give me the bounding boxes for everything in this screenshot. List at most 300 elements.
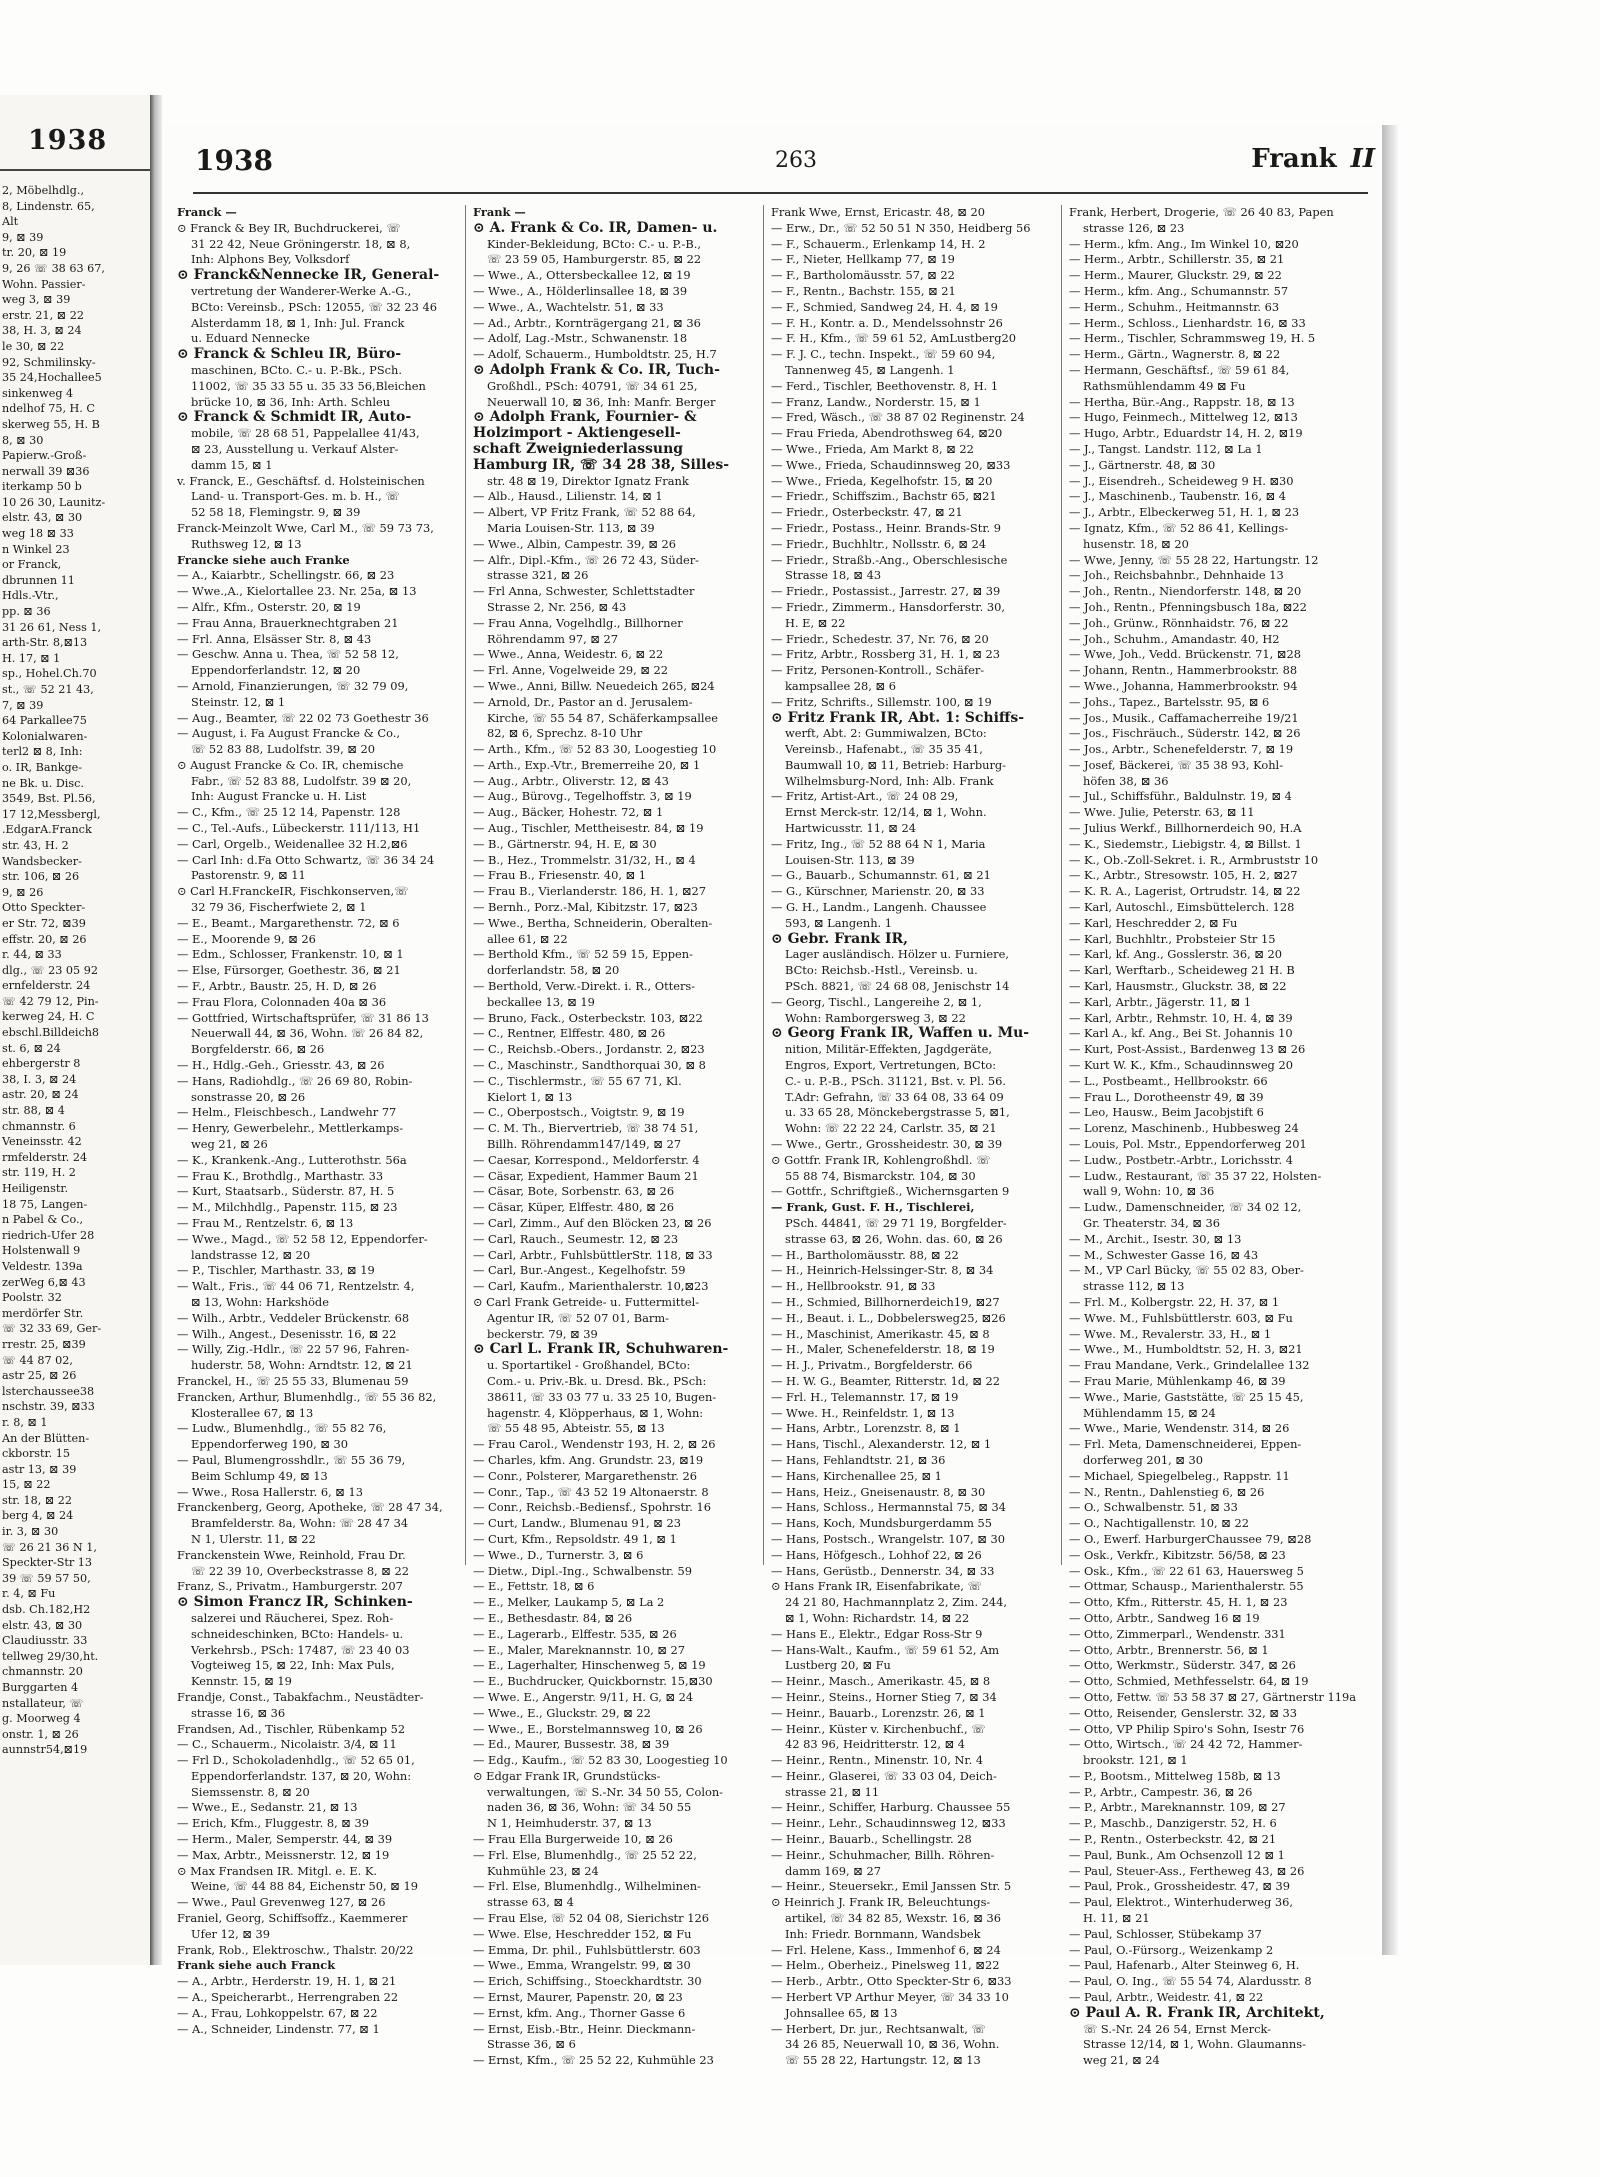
directory-entry: — Friedr., Osterbeckstr. 47, ⊠ 21 bbox=[771, 505, 963, 520]
directory-entry: — Frank, Gust. F. H., Tischlerei, bbox=[771, 1200, 975, 1215]
directory-entry: ⊙ Max Frandsen IR. Mitgl. e. E. K. bbox=[177, 1863, 378, 1878]
directory-entry: — Friedr., Schedestr. 37, Nr. 76, ⊠ 20 bbox=[771, 631, 989, 646]
directory-entry: Mühlendamm 15, ⊠ 24 bbox=[1083, 1405, 1216, 1420]
left-page-line: dsb. Ch.182,H2 bbox=[2, 1603, 91, 1617]
directory-entry: Strasse 36, ⊠ 6 bbox=[487, 2037, 576, 2052]
directory-entry: — H. W. G., Beamter, Ritterstr. 1d, ⊠ 22 bbox=[771, 1373, 1001, 1388]
directory-entry: — Wwe. H., Reinfeldstr. 1, ⊠ 13 bbox=[771, 1405, 955, 1420]
directory-entry: allee 61, ⊠ 22 bbox=[487, 931, 568, 946]
directory-entry: — G., Kürschner, Marienstr. 20, ⊠ 33 bbox=[771, 884, 985, 899]
directory-entry: — Otto, VP Philip Spiro's Sohn, Isestr 76 bbox=[1069, 1721, 1305, 1736]
directory-entry: — Heinr., Bauarb., Lorenzstr. 26, ⊠ 1 bbox=[771, 1705, 986, 1720]
directory-entry: ⊙ Carl L. Frank IR, Schuhwaren- bbox=[473, 1342, 729, 1358]
directory-entry: — Louis, Pol. Mstr., Eppendorferweg 201 bbox=[1069, 1137, 1307, 1152]
directory-entry: — Wwe., Marie, Gaststätte, ☏ 25 15 45, bbox=[1069, 1389, 1304, 1404]
directory-entry: — E., Lagerarb., Elffestr. 535, ⊠ 26 bbox=[473, 1626, 677, 1641]
directory-entry: — Hugo, Arbtr., Eduardstr 14, H. 2, ⊠19 bbox=[1069, 426, 1303, 441]
directory-entry: — Paul, Prok., Grossheidestr. 47, ⊠ 39 bbox=[1069, 1879, 1291, 1894]
directory-entry: — Herm., Schuhm., Heitmannstr. 63 bbox=[1069, 299, 1280, 314]
directory-entry: — Heinr., Lehr., Schaudinnsweg 12, ⊠33 bbox=[771, 1816, 1006, 1831]
directory-entry: — N., Rentn., Dahlenstieg 6, ⊠ 26 bbox=[1069, 1484, 1265, 1499]
directory-entry: damm 15, ⊠ 1 bbox=[191, 457, 273, 472]
left-page-line: Papierw.-Groß- bbox=[2, 449, 87, 463]
directory-entry: — Paul, Blumengrosshdlr., ☏ 55 36 79, bbox=[177, 1452, 406, 1467]
directory-entry: — Fritz, Artist-Art., ☏ 24 08 29, bbox=[771, 789, 959, 804]
directory-entry: — Hans E., Elektr., Edgar Ross-Str 9 bbox=[771, 1626, 983, 1641]
directory-entry: — Joh., Rentn., Pfenningsbusch 18a, ⊠22 bbox=[1069, 599, 1307, 614]
directory-entry: ⊠ 1, Wohn: Richardstr. 14, ⊠ 22 bbox=[785, 1610, 970, 1625]
directory-entry: brücke 10, ⊠ 36, Inh: Arth. Schleu bbox=[191, 394, 391, 409]
directory-entry: — Wwe., Frieda, Am Markt 8, ⊠ 22 bbox=[771, 441, 974, 456]
left-page-line: pp. ⊠ 36 bbox=[2, 605, 51, 619]
directory-entry: — C., Reichsb.-Obers., Jordanstr. 2, ⊠23 bbox=[473, 1042, 705, 1057]
directory-entry: — Jos., Fischräuch., Süderstr. 142, ⊠ 26 bbox=[1069, 726, 1301, 741]
directory-entry: weg 21, ⊠ 24 bbox=[1083, 2053, 1160, 2068]
column-3 bbox=[771, 205, 1053, 2069]
directory-entry: — F., Schauerm., Erlenkamp 14, H. 2 bbox=[771, 236, 986, 251]
left-page-line: ☏ 32 33 69, Ger- bbox=[2, 1322, 102, 1336]
left-page-year: 1938 bbox=[28, 125, 108, 156]
directory-entry: — Friedr., Schiffszim., Bachstr 65, ⊠21 bbox=[771, 489, 997, 504]
directory-entry: — Frl D., Schokoladenhdlg., ☏ 52 65 01, bbox=[177, 1753, 415, 1768]
directory-entry: Frank — bbox=[473, 205, 526, 219]
directory-entry: ⊙ Georg Frank IR, Waffen u. Mu- bbox=[771, 1026, 1030, 1042]
directory-entry: ⊙ Franck & Bey IR, Buchdruckerei, ☏ bbox=[177, 220, 401, 235]
directory-entry: — Ferd., Tischler, Beethovenstr. 8, H. 1 bbox=[771, 378, 999, 393]
directory-entry: — Arth., Exp.-Vtr., Bremerreihe 20, ⊠ 1 bbox=[473, 757, 701, 772]
running-head bbox=[1251, 144, 1375, 174]
directory-entry: Engros, Export, Vertretungen, BCto: bbox=[785, 1058, 997, 1073]
directory-entry: — Ludw., Postbetr.-Arbtr., Lorichsstr. 4 bbox=[1069, 1152, 1293, 1167]
directory-entry: 82, ⊠ 6, Sprechz. 8-10 Uhr bbox=[487, 726, 643, 741]
directory-entry: Franiel, Georg, Schiffsoffz., Kaemmerer bbox=[177, 1911, 408, 1926]
directory-entry: — Karl A., kf. Ang., Bei St. Johannis 10 bbox=[1069, 1026, 1293, 1041]
directory-entry: — Carl, Bur.-Angest., Kegelhofstr. 59 bbox=[473, 1263, 686, 1278]
directory-entry: — Wwe. Julie, Peterstr. 63, ⊠ 11 bbox=[1069, 805, 1255, 820]
directory-entry: — Otto, Kfm., Ritterstr. 45, H. 1, ⊠ 23 bbox=[1069, 1595, 1288, 1610]
directory-entry: — Wwe., Frieda, Schaudinnsweg 20, ⊠33 bbox=[771, 457, 1011, 472]
directory-entry: — Fritz, Schrifts., Sillemstr. 100, ⊠ 19 bbox=[771, 694, 992, 709]
left-page-line: iterkamp 50 b bbox=[2, 480, 82, 494]
directory-entry: — Arnold, Finanzierungen, ☏ 32 79 09, bbox=[177, 678, 409, 693]
directory-entry: — C., Kfm., ☏ 25 12 14, Papenstr. 128 bbox=[177, 805, 401, 820]
column-1 bbox=[177, 205, 459, 2037]
left-page-line: 17 12,Messbergl, bbox=[2, 807, 101, 821]
left-page-line: 64 Parkallee75 bbox=[2, 714, 87, 728]
directory-entry: — Herm., Tischler, Schrammsweg 19, H. 5 bbox=[1069, 331, 1316, 346]
directory-entry: — Hans, Tischl., Alexanderstr. 12, ⊠ 1 bbox=[771, 1437, 992, 1452]
directory-entry: — Aug., Tischler, Mettheisestr. 84, ⊠ 19 bbox=[473, 821, 704, 836]
directory-entry: — Bruno, Fack., Osterbeckstr. 103, ⊠22 bbox=[473, 1010, 703, 1025]
directory-entry: Ernst Merck-str. 12/14, ⊠ 1, Wohn. bbox=[785, 805, 987, 820]
directory-entry: dorferlandstr. 58, ⊠ 20 bbox=[487, 963, 620, 978]
left-page-line: weg 3, ⊠ 39 bbox=[2, 293, 71, 307]
left-page-line: r. 44, ⊠ 33 bbox=[2, 948, 62, 962]
directory-entry: — Wwe., Frieda, Kegelhofstr. 15, ⊠ 20 bbox=[771, 473, 993, 488]
directory-entry: — F., Arbtr., Baustr. 25, H. D, ⊠ 26 bbox=[177, 979, 377, 994]
left-page-line: rrestr. 25, ⊠39 bbox=[2, 1337, 86, 1351]
directory-entry: — Emma, Dr. phil., Fuhlsbüttlerstr. 603 bbox=[473, 1942, 701, 1957]
directory-entry: — Friedr., Postassist., Jarrestr. 27, ⊠ 39 bbox=[771, 584, 1001, 599]
left-page-line: Heiligenstr. bbox=[2, 1182, 69, 1195]
directory-entry: — F. H., Kontr. a. D., Mendelssohnstr 26 bbox=[771, 315, 1003, 330]
directory-entry: BCto: Vereinsb., PSch: 12055, ☏ 32 23 46 bbox=[191, 299, 437, 314]
directory-entry: — Curt, Kfm., Repsoldstr. 49 1, ⊠ 1 bbox=[473, 1531, 677, 1546]
directory-entry: — Dietw., Dipl.-Ing., Schwalbenstr. 59 bbox=[473, 1563, 692, 1578]
directory-entry: — Paul, O. Ing., ☏ 55 54 74, Alardusstr. 8 bbox=[1069, 1974, 1312, 1989]
directory-entry: — H., Maschinist, Amerikastr. 45, ⊠ 8 bbox=[771, 1326, 990, 1341]
directory-entry: strasse 21, ⊠ 11 bbox=[785, 1784, 880, 1799]
directory-entry: — A., Frau, Lohkoppelstr. 67, ⊠ 22 bbox=[177, 2005, 378, 2020]
directory-entry: — Wwe. E., Angerstr. 9/11, H. G, ⊠ 24 bbox=[473, 1689, 694, 1704]
directory-entry: — Georg, Tischl., Langereihe 2, ⊠ 1, bbox=[771, 994, 982, 1009]
directory-entry: — Josef, Bäckerei, ☏ 35 38 93, Kohl- bbox=[1069, 757, 1284, 772]
directory-entry: Inh: Friedr. Bornmann, Wandsbek bbox=[785, 1926, 981, 1941]
directory-entry: — Charles, kfm. Ang. Grundstr. 23, ⊠19 bbox=[473, 1452, 704, 1467]
directory-entry: ⊙ Hans Frank IR, Eisenfabrikate, ☏ bbox=[771, 1579, 982, 1594]
directory-entry: — Carl, Arbtr., FuhlsbüttlerStr. 118, ⊠ 33 bbox=[473, 1247, 713, 1262]
directory-entry: Franckenberg, Georg, Apotheke, ☏ 28 47 34, bbox=[177, 1500, 443, 1515]
directory-entry: — Frl. H., Telemannstr. 17, ⊠ 19 bbox=[771, 1389, 959, 1404]
directory-entry: — Wwe., Magd., ☏ 52 58 12, Eppendorfer- bbox=[177, 1231, 428, 1246]
directory-entry: — Wwe., D., Turnerstr. 3, ⊠ 6 bbox=[473, 1547, 644, 1562]
left-page-line: ehbergerstr 8 bbox=[2, 1057, 81, 1071]
directory-entry: — Hans, Höfgesch., Lohhof 22, ⊠ 26 bbox=[771, 1547, 982, 1562]
left-page-line: ☏ 26 21 36 N 1, bbox=[2, 1540, 97, 1554]
directory-entry: — M., Milchhdlg., Papenstr. 115, ⊠ 23 bbox=[177, 1200, 398, 1215]
directory-entry: — Herm., kfm. Ang., Im Winkel 10, ⊠20 bbox=[1069, 236, 1299, 251]
directory-entry: — Friedr., Postass., Heinr. Brands-Str. 9 bbox=[771, 520, 1001, 535]
directory-entry: ⊙ Gebr. Frank IR, bbox=[771, 931, 909, 947]
directory-entry: — Helm., Oberheiz., Pinelsweg 11, ⊠22 bbox=[771, 1958, 1000, 1973]
directory-entry: — Paul, Bunk., Am Ochsenzoll 12 ⊠ 1 bbox=[1069, 1847, 1285, 1862]
directory-entry: strasse 321, ⊠ 26 bbox=[487, 568, 589, 583]
directory-entry: — Herbert, Dr. jur., Rechtsanwalt, ☏ bbox=[771, 2021, 986, 2036]
directory-entry: — K., Siedemstr., Liebigstr. 4, ⊠ Billst. 1 bbox=[1069, 836, 1302, 851]
directory-entry: 52 58 18, Flemingstr. 9, ⊠ 39 bbox=[191, 505, 361, 520]
directory-entry: 34 26 85, Neuerwall 10, ⊠ 36, Wohn. bbox=[785, 2037, 1000, 2052]
directory-entry: Holzimport - Aktiengesell- bbox=[473, 426, 681, 442]
directory-entry: — Julius Werkf., Billhornerdeich 90, H.A bbox=[1069, 821, 1302, 836]
left-page-line: dlg., ☏ 23 05 92 bbox=[2, 963, 98, 977]
directory-entry: — Paul, Elektrot., Winterhuderweg 36, bbox=[1069, 1895, 1294, 1910]
directory-entry: Ruthsweg 12, ⊠ 13 bbox=[191, 536, 302, 551]
directory-entry: Kinder-Bekleidung, BCto: C.- u. P.-B., bbox=[487, 236, 701, 251]
directory-entry: ⊙ Simon Francz IR, Schinken- bbox=[177, 1595, 413, 1611]
directory-entry: Verkehrsb., PSch: 17487, ☏ 23 40 03 bbox=[191, 1642, 410, 1657]
directory-entry: brookstr. 121, ⊠ 1 bbox=[1083, 1753, 1188, 1768]
directory-entry: ⊙ Franck & Schleu IR, Büro- bbox=[177, 347, 402, 363]
directory-entry: — H., Bartholomäusstr. 88, ⊠ 22 bbox=[771, 1247, 959, 1262]
directory-entry: — Wwe., E., Gluckstr. 29, ⊠ 22 bbox=[473, 1705, 651, 1720]
directory-entry: ⊙ Heinrich J. Frank IR, Beleuchtungs- bbox=[771, 1895, 991, 1910]
directory-entry: nition, Militär-Effekten, Jagdgeräte, bbox=[785, 1042, 992, 1057]
directory-entry: Strasse 18, ⊠ 43 bbox=[785, 568, 882, 583]
directory-entry: Kirche, ☏ 55 54 87, Schäferkampsallee bbox=[487, 710, 719, 725]
directory-entry: — Ludw., Damenschneider, ☏ 34 02 12, bbox=[1069, 1200, 1302, 1215]
left-page-line: astr. 20, ⊠ 24 bbox=[2, 1088, 79, 1102]
directory-entry: — Heinr., Steins., Horner Stieg 7, ⊠ 34 bbox=[771, 1689, 997, 1704]
left-page-line: r. 4, ⊠ Fu bbox=[2, 1587, 56, 1601]
directory-entry: Siemssenstr. 8, ⊠ 20 bbox=[191, 1784, 310, 1799]
directory-entry: — E., Bethesdastr. 84, ⊠ 26 bbox=[473, 1610, 633, 1625]
directory-entry: — Frau Mandane, Verk., Grindelallee 132 bbox=[1069, 1358, 1310, 1373]
directory-entry: ⊙ A. Frank & Co. IR, Damen- u. bbox=[473, 220, 718, 236]
directory-entry: — Hans, Fehlandtstr. 21, ⊠ 36 bbox=[771, 1452, 946, 1467]
left-page-line: st. 6, ⊠ 24 bbox=[2, 1041, 61, 1055]
directory-entry: ☏ 55 28 22, Hartungstr. 12, ⊠ 13 bbox=[785, 2053, 981, 2068]
directory-entry: — Frl. Anne, Vogelweide 29, ⊠ 22 bbox=[473, 663, 669, 678]
directory-entry: — Alfr., Dipl.-Kfm., ☏ 26 72 43, Süder- bbox=[473, 552, 700, 567]
directory-entry: — O., Ewerf. HarburgerChaussee 79, ⊠28 bbox=[1069, 1531, 1312, 1546]
directory-entry: — Frl Anna, Schwester, Schlettstadter bbox=[473, 584, 695, 599]
directory-entry: dorferweg 201, ⊠ 30 bbox=[1083, 1452, 1204, 1467]
directory-entry: — Ernst, Eisb.-Btr., Heinr. Dieckmann- bbox=[473, 2021, 696, 2036]
directory-entry: 593, ⊠ Langenh. 1 bbox=[785, 915, 893, 930]
directory-entry: 11002, ☏ 35 33 55 u. 35 33 56,Bleichen bbox=[191, 378, 426, 393]
directory-entry: — Curt, Landw., Blumenau 91, ⊠ 23 bbox=[473, 1516, 681, 1531]
left-page-line: str. 18, ⊠ 22 bbox=[2, 1493, 72, 1507]
page-header bbox=[195, 140, 1375, 190]
directory-entry: ⊙ Carl Frank Getreide- u. Futtermittel- bbox=[473, 1294, 700, 1309]
directory-entry: — Frl. Helene, Kass., Immenhof 6, ⊠ 24 bbox=[771, 1942, 1001, 1957]
directory-entry: Bramfelderstr. 8a, Wohn: ☏ 28 47 34 bbox=[191, 1516, 409, 1531]
directory-entry: — Wwe, Jenny, ☏ 55 28 22, Hartungstr. 12 bbox=[1069, 552, 1319, 567]
left-page-line: 2, Möbelhdlg., bbox=[2, 184, 84, 197]
directory-entry: — F., Rentn., Bachstr. 155, ⊠ 21 bbox=[771, 283, 956, 298]
left-page-line: str. 119, H. 2 bbox=[2, 1166, 76, 1180]
directory-entry: — Heinr., Steuersekr., Emil Janssen Str. 5 bbox=[771, 1879, 1012, 1894]
directory-entry: — Franz, Landw., Norderstr. 15, ⊠ 1 bbox=[771, 394, 981, 409]
directory-entry: 42 83 96, Heidritterstr. 12, ⊠ 4 bbox=[785, 1737, 966, 1752]
left-page-line: o. IR, Bankge- bbox=[2, 760, 83, 774]
directory-entry: — A., Speicherarbt., Herrengraben 22 bbox=[177, 1990, 399, 2005]
directory-entry: — Friedr., Zimmerm., Hansdorferstr. 30, bbox=[771, 599, 1005, 614]
left-page-line: 38, I. 3, ⊠ 24 bbox=[2, 1072, 77, 1086]
left-page-line: erstr. 21, ⊠ 22 bbox=[2, 308, 84, 322]
directory-entry: — Frl. Anna, Elsässer Str. 8, ⊠ 43 bbox=[177, 631, 372, 646]
directory-entry: — B., Gärtnerstr. 94, H. E, ⊠ 30 bbox=[473, 836, 657, 851]
directory-entry: Franck — bbox=[177, 205, 237, 219]
directory-entry: — Wwe., A., Hölderlinsallee 18, ⊠ 39 bbox=[473, 283, 688, 298]
directory-entry: — J., Gärtnerstr. 48, ⊠ 30 bbox=[1069, 457, 1216, 472]
directory-entry: — Wwe., Paul Grevenweg 127, ⊠ 26 bbox=[177, 1895, 386, 1910]
left-page-line: elstr. 43, ⊠ 30 bbox=[2, 1618, 83, 1632]
directory-entry: — Wwe., Albin, Campestr. 39, ⊠ 26 bbox=[473, 536, 677, 551]
left-page-line: ☏ 44 87 02, bbox=[2, 1353, 73, 1367]
directory-entry: Inh: August Francke u. H. List bbox=[191, 789, 367, 804]
directory-entry: ⊙ Adolph Frank & Co. IR, Tuch- bbox=[473, 362, 720, 378]
column-divider bbox=[465, 205, 466, 1565]
directory-entry: ⊙ Franck & Schmidt IR, Auto- bbox=[177, 410, 412, 426]
directory-entry: Strasse 2, Nr. 256, ⊠ 43 bbox=[487, 599, 627, 614]
directory-entry: — Frl. Else, Blumenhdlg., ☏ 25 52 22, bbox=[473, 1847, 697, 1862]
directory-entry: — J., Maschinenb., Taubenstr. 16, ⊠ 4 bbox=[1069, 489, 1286, 504]
directory-entry: — Wwe., Anni, Billw. Neuedeich 265, ⊠24 bbox=[473, 678, 715, 693]
directory-entry: — Herm., Gärtn., Wagnerstr. 8, ⊠ 22 bbox=[1069, 347, 1281, 362]
directory-entry: — Karl, Hausmstr., Gluckstr. 38, ⊠ 22 bbox=[1069, 979, 1287, 994]
directory-entry: — Herm., kfm. Ang., Schumannstr. 57 bbox=[1069, 283, 1289, 298]
page-edge-shadow bbox=[1382, 125, 1400, 1955]
left-page-line: 9, ⊠ 26 bbox=[2, 885, 44, 899]
directory-entry: Agentur IR, ☏ 52 07 01, Barm- bbox=[487, 1310, 669, 1325]
directory-entry: Kielort 1, ⊠ 13 bbox=[487, 1089, 573, 1104]
directory-entry: — P., Tischler, Marthastr. 33, ⊠ 19 bbox=[177, 1263, 375, 1278]
directory-entry: Neuerwall 10, ⊠ 36, Inh: Manfr. Berger bbox=[487, 394, 716, 409]
page-year: 1938 bbox=[195, 144, 273, 177]
directory-entry: — A., Arbtr., Herderstr. 19, H. 1, ⊠ 21 bbox=[177, 1974, 397, 1989]
directory-entry: — Fritz, Personen-Kontroll., Schäfer- bbox=[771, 663, 985, 678]
directory-entry: — Jul., Schiffsführ., Baldulnstr. 19, ⊠ 4 bbox=[1069, 789, 1292, 804]
directory-entry: H. E, ⊠ 22 bbox=[785, 615, 846, 630]
directory-entry: Franckenstein Wwe, Reinhold, Frau Dr. bbox=[177, 1547, 406, 1562]
directory-entry: — Geschw. Anna u. Thea, ☏ 52 58 12, bbox=[177, 647, 399, 662]
directory-entry: ⊙ August Francke & Co. IR, chemische bbox=[177, 757, 404, 772]
left-page-line: Veneinsstr. 42 bbox=[2, 1135, 82, 1149]
directory-entry: mobile, ☏ 28 68 51, Pappelallee 41/43, bbox=[191, 426, 420, 441]
directory-entry: — Cäsar, Küper, Elffestr. 480, ⊠ 26 bbox=[473, 1200, 674, 1215]
directory-entry: — Arth., Kfm., ☏ 52 83 30, Loogestieg 10 bbox=[473, 742, 717, 757]
directory-entry: — Karl, Arbtr., Rehmstr. 10, H. 4, ⊠ 39 bbox=[1069, 1010, 1293, 1025]
directory-entry: — Kurt, Post-Assist., Bardenweg 13 ⊠ 26 bbox=[1069, 1042, 1306, 1057]
directory-entry: — Albert, VP Fritz Frank, ☏ 52 88 64, bbox=[473, 505, 696, 520]
directory-entry: — Conr., Tap., ☏ 43 52 19 Altonaerstr. 8 bbox=[473, 1484, 709, 1499]
directory-entry: — Wwe., Marie, Wendenstr. 314, ⊠ 26 bbox=[1069, 1421, 1290, 1436]
directory-entry: C.- u. P.-B., PSch. 31121, Bst. v. Pl. 56. bbox=[785, 1073, 1006, 1088]
directory-entry: — Osk., Kfm., ☏ 22 61 63, Hauersweg 5 bbox=[1069, 1563, 1304, 1578]
left-page-line: str. 43, H. 2 bbox=[2, 838, 69, 852]
directory-entry: — P., Rentn., Osterbeckstr. 42, ⊠ 21 bbox=[1069, 1832, 1277, 1847]
directory-entry: — Adolf, Schauerm., Humboldtstr. 25, H.7 bbox=[473, 347, 717, 362]
directory-entry: Francke siehe auch Franke bbox=[177, 552, 350, 567]
directory-entry: Land- u. Transport-Ges. m. b. H., ☏ bbox=[191, 489, 400, 504]
directory-entry: — Ernst, Maurer, Papenstr. 20, ⊠ 23 bbox=[473, 1990, 683, 2005]
directory-entry: — Paul, Hafenarb., Alter Steinweg 6, H. bbox=[1069, 1958, 1300, 1973]
left-page-line: 15, ⊠ 22 bbox=[2, 1478, 51, 1492]
directory-entry: Alsterdamm 18, ⊠ 1, Inh: Jul. Franck bbox=[191, 315, 405, 330]
directory-entry: — August, i. Fa August Francke & Co., bbox=[177, 726, 401, 741]
directory-entry: damm 169, ⊠ 27 bbox=[785, 1863, 881, 1878]
directory-entry: Kuhmühle 23, ⊠ 24 bbox=[487, 1863, 599, 1878]
directory-entry: — M., Archit., Isestr. 30, ⊠ 13 bbox=[1069, 1231, 1242, 1246]
left-page-line: 8, ⊠ 30 bbox=[2, 433, 44, 447]
directory-entry: werft, Abt. 2: Gummiwalzen, BCto: bbox=[785, 726, 987, 741]
directory-entry: ⊙ Edgar Frank IR, Grundstücks- bbox=[473, 1768, 661, 1783]
left-page-line: ne Bk. u. Disc. bbox=[2, 776, 84, 790]
directory-entry: — Cäsar, Expedient, Hammer Baum 21 bbox=[473, 1168, 699, 1183]
directory-entry: weg 21, ⊠ 26 bbox=[191, 1137, 268, 1152]
directory-entry: — Fritz, Ing., ☏ 52 88 64 N 1, Maria bbox=[771, 836, 986, 851]
column-divider bbox=[763, 205, 764, 1565]
directory-entry: u. Eduard Nennecke bbox=[191, 331, 310, 346]
left-page-line: sinkenweg 4 bbox=[2, 386, 74, 400]
directory-entry: — Herm., Maurer, Gluckstr. 29, ⊠ 22 bbox=[1069, 268, 1282, 283]
left-page-line: 38, H. 3, ⊠ 24 bbox=[2, 324, 82, 338]
left-page-line: lsterchaussee38 bbox=[2, 1384, 95, 1398]
left-page-line: 35 24,Hochallee5 bbox=[2, 371, 102, 385]
directory-entry: — Wwe, Joh., Vedd. Brückenstr. 71, ⊠28 bbox=[1069, 647, 1301, 662]
directory-entry: T.Adr: Gefrahn, ☏ 33 64 08, 33 64 09 bbox=[785, 1089, 1004, 1104]
directory-entry: — H., Maler, Schenefelderstr. 18, ⊠ 19 bbox=[771, 1342, 995, 1357]
directory-entry: — Wwe., M., Humboldtstr. 52, H. 3, ⊠21 bbox=[1069, 1342, 1303, 1357]
left-page-line: Poolstr. 32 bbox=[2, 1291, 62, 1305]
directory-entry: N 1, Heimhuderstr. 37, ⊠ 13 bbox=[487, 1816, 652, 1831]
directory-entry: — Hertha, Bür.-Ang., Rappstr. 18, ⊠ 13 bbox=[1069, 394, 1295, 409]
directory-entry: — Otto, Arbtr., Sandweg 16 ⊠ 19 bbox=[1069, 1610, 1260, 1625]
directory-entry: artikel, ☏ 34 82 85, Wexstr. 16, ⊠ 36 bbox=[785, 1911, 1002, 1926]
directory-entry: — Joh., Reichsbahnbr., Dehnhaide 13 bbox=[1069, 568, 1284, 583]
directory-entry: Frank Wwe, Ernst, Ericastr. 48, ⊠ 20 bbox=[771, 205, 986, 219]
left-page-line: 10 26 30, Launitz- bbox=[2, 495, 106, 509]
left-page-lines bbox=[2, 183, 152, 1758]
directory-entry: — Herb., Arbtr., Otto Speckter-Str 6, ⊠33 bbox=[771, 1974, 1012, 1989]
directory-entry: — Carl, Kaufm., Marienthalerstr. 10,⊠23 bbox=[473, 1279, 709, 1294]
directory-entry: — F. H., Kfm., ☏ 59 61 52, AmLustberg20 bbox=[771, 331, 1017, 346]
directory-entry: — Conr., Reichsb.-Bediensf., Spohrstr. 16 bbox=[473, 1500, 711, 1515]
directory-entry: — A., Schneider, Lindenstr. 77, ⊠ 1 bbox=[177, 2021, 380, 2036]
directory-entry: — Heinr., Küster v. Kirchenbuchf., ☏ bbox=[771, 1721, 986, 1736]
directory-entry: — Fritz, Arbtr., Rossberg 31, H. 1, ⊠ 23 bbox=[771, 647, 1000, 662]
left-page-line: tr. 20, ⊠ 19 bbox=[2, 246, 67, 260]
directory-entry: — Michael, Spiegelbeleg., Rappstr. 11 bbox=[1069, 1468, 1290, 1483]
directory-entry: Tannenweg 45, ⊠ Langenh. 1 bbox=[785, 362, 955, 377]
directory-entry: — Wwe., A., Wachtelstr. 51, ⊠ 33 bbox=[473, 299, 664, 314]
directory-entry: — Caesar, Korrespond., Meldorferstr. 4 bbox=[473, 1152, 700, 1167]
directory-entry: — Hans, Koch, Mundsburgerdamm 55 bbox=[771, 1516, 992, 1531]
directory-entry: — E., Melker, Laukamp 5, ⊠ La 2 bbox=[473, 1595, 665, 1610]
directory-entry: — Aug., Bäcker, Hohestr. 72, ⊠ 1 bbox=[473, 805, 664, 820]
book-gutter bbox=[150, 95, 162, 1965]
directory-entry: — H., Hdlg.-Geh., Griesstr. 43, ⊠ 26 bbox=[177, 1058, 385, 1073]
directory-entry: — Frau Frieda, Abendrothsweg 64, ⊠20 bbox=[771, 426, 1003, 441]
directory-entry: — Frau Flora, Colonnaden 40a ⊠ 36 bbox=[177, 994, 387, 1009]
left-page-line: Veldestr. 139a bbox=[2, 1259, 83, 1273]
left-page-line: er Str. 72, ⊠39 bbox=[2, 916, 86, 930]
directory-entry: — Erw., Dr., ☏ 52 50 51 N 350, Heidberg 56 bbox=[771, 220, 1031, 235]
left-page-fragment bbox=[0, 95, 153, 1965]
directory-entry: — Otto, Werkmstr., Süderstr. 347, ⊠ 26 bbox=[1069, 1658, 1296, 1673]
directory-entry: — Paul, O.-Fürsorg., Weizenkamp 2 bbox=[1069, 1942, 1274, 1957]
directory-entry: Wohn: Ramborgersweg 3, ⊠ 22 bbox=[785, 1010, 966, 1025]
directory-entry: — Wwe., A., Ottersbeckallee 12, ⊠ 19 bbox=[473, 268, 691, 283]
directory-entry: — Erich, Kfm., Fluggestr. 8, ⊠ 39 bbox=[177, 1816, 369, 1831]
directory-entry: Pastorenstr. 9, ⊠ 11 bbox=[191, 868, 306, 883]
directory-entry: — Henry, Gewerbelehr., Mettlerkamps- bbox=[177, 1121, 404, 1136]
directory-entry: — Paul, Steuer-Ass., Fertheweg 43, ⊠ 26 bbox=[1069, 1863, 1305, 1878]
directory-entry: — Heinr., Schuhmacher, Billh. Röhren- bbox=[771, 1847, 995, 1862]
left-page-line: astr 13, ⊠ 39 bbox=[2, 1462, 77, 1476]
directory-entry: Eppendorferlandstr. 137, ⊠ 20, Wohn: bbox=[191, 1768, 412, 1783]
directory-entry: — Wwe., E., Sedanstr. 21, ⊠ 13 bbox=[177, 1800, 358, 1815]
directory-entry: schaft Zweigniederlassung bbox=[473, 441, 684, 457]
left-page-line: 39 ☏ 59 57 50, bbox=[2, 1571, 91, 1585]
left-page-line: tellweg 29/30,ht. bbox=[2, 1649, 99, 1663]
directory-entry: — Berthold, Verw.-Direkt. i. R., Otters- bbox=[473, 979, 696, 994]
directory-entry: — Otto, Arbtr., Brennerstr. 56, ⊠ 1 bbox=[1069, 1642, 1269, 1657]
directory-entry: — Wilh., Angest., Desenisstr. 16, ⊠ 22 bbox=[177, 1326, 397, 1341]
directory-entry: — Ignatz, Kfm., ☏ 52 86 41, Kellings- bbox=[1069, 520, 1289, 535]
left-page-line: 9, 26 ☏ 38 63 67, bbox=[2, 261, 105, 275]
left-page-line: elstr. 43, ⊠ 30 bbox=[2, 511, 83, 525]
directory-entry: u. Sportartikel - Großhandel, BCto: bbox=[487, 1358, 691, 1373]
directory-entry: — B., Hez., Trommelstr. 31/32, H., ⊠ 4 bbox=[473, 852, 696, 867]
directory-entry: — Ludw., Restaurant, ☏ 35 37 22, Holsten- bbox=[1069, 1168, 1322, 1183]
directory-entry: — F. J. C., techn. Inspekt., ☏ 59 60 94, bbox=[771, 347, 996, 362]
directory-entry: Wohn: ☏ 22 22 24, Carlstr. 35, ⊠ 21 bbox=[785, 1121, 997, 1136]
directory-entry: — K. R. A., Lagerist, Ortrudstr. 14, ⊠ 22 bbox=[1069, 884, 1301, 899]
directory-entry: — Heinr., Schiffer, Harburg. Chaussee 55 bbox=[771, 1800, 1011, 1815]
directory-entry: höfen 38, ⊠ 36 bbox=[1083, 773, 1169, 788]
